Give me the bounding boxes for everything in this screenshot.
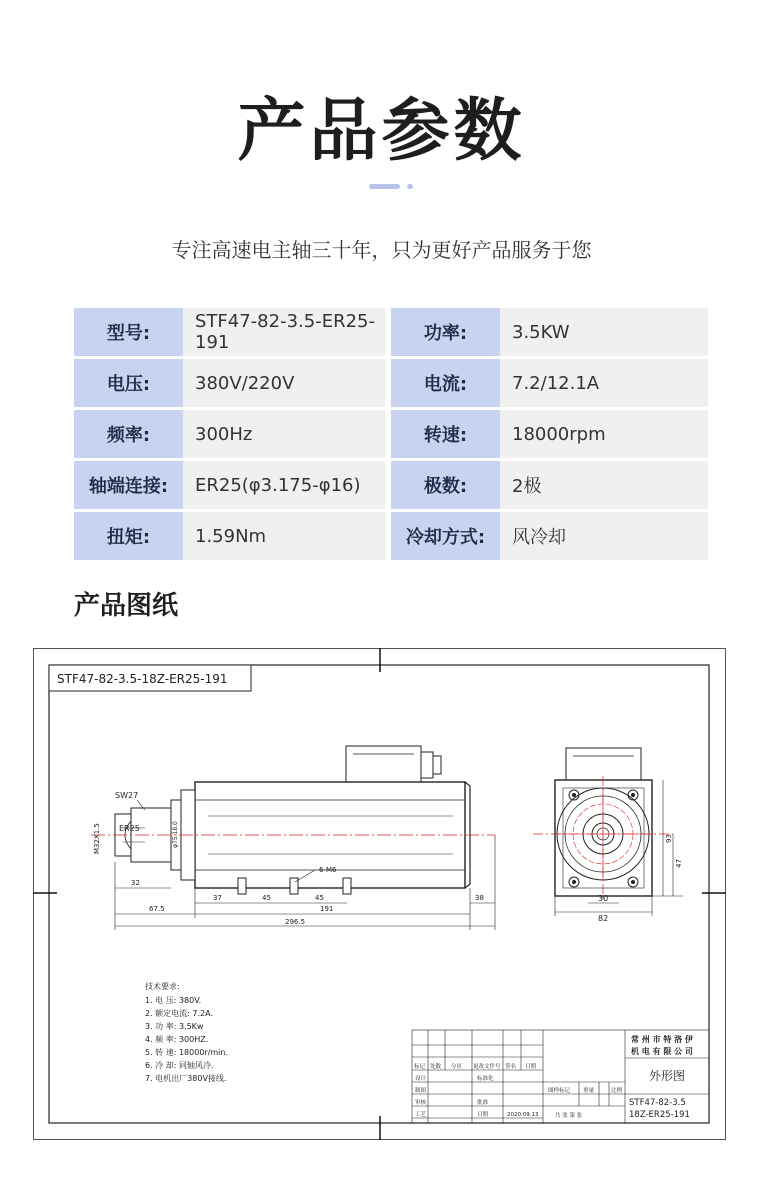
dim-47: 47 bbox=[675, 859, 683, 868]
dim-45a: 45 bbox=[262, 894, 271, 902]
junction-box bbox=[346, 746, 421, 782]
tb-r-std: 标准化 bbox=[477, 1076, 494, 1082]
tb-h-docno: 更改文件号 bbox=[473, 1064, 501, 1070]
notes-heading: 技术要求: bbox=[145, 982, 180, 991]
spec-label: 扭矩: bbox=[74, 512, 183, 560]
spec-label: 功率: bbox=[388, 308, 500, 356]
tb-weight: 重量 bbox=[583, 1088, 595, 1094]
tb-h-date: 日期 bbox=[525, 1064, 537, 1070]
spec-row bbox=[74, 512, 708, 560]
spec-table bbox=[74, 305, 708, 563]
notes-line-5: 5. 转 速: 18000r/min. bbox=[145, 1048, 229, 1057]
tb-stage: 图样标记 bbox=[548, 1088, 571, 1094]
technical-notes bbox=[145, 981, 228, 1083]
notes-line-7: 7. 电机出厂380V接线. bbox=[145, 1074, 227, 1083]
spec-label: 极数: bbox=[388, 461, 500, 509]
spec-value: ER25(φ3.175-φ16) bbox=[183, 461, 388, 509]
spec-row bbox=[74, 308, 708, 356]
tb-date: 2020.09.13 bbox=[507, 1112, 539, 1118]
tb-scale: 比例 bbox=[611, 1088, 623, 1094]
spec-value: 1.59Nm bbox=[183, 512, 388, 560]
tb-r-date-label: 日期 bbox=[477, 1112, 489, 1118]
spec-value: 380V/220V bbox=[183, 359, 388, 407]
notes-line-4: 4. 频 率: 300HZ. bbox=[145, 1035, 209, 1044]
technical-drawing bbox=[33, 648, 726, 1140]
spec-value: 风冷却 bbox=[500, 512, 708, 560]
title-decoration-dot bbox=[407, 184, 413, 189]
tb-h-mark: 标记 bbox=[414, 1064, 426, 1070]
spec-value: 3.5KW bbox=[500, 308, 708, 356]
tb-company-1: 常 州 市 特 洛 伊 bbox=[631, 1035, 693, 1044]
tb-sheets: 共 张 第 张 bbox=[555, 1113, 583, 1119]
spec-label: 频率: bbox=[74, 410, 183, 458]
tb-code-1: STF47-82-3.5 bbox=[629, 1098, 686, 1108]
tb-r-check: 审核 bbox=[415, 1100, 427, 1106]
dim-32: 32 bbox=[131, 879, 140, 887]
front-junction-box bbox=[566, 748, 641, 780]
dim-93: 93 bbox=[665, 834, 673, 843]
tb-code-2: 18Z-ER25-191 bbox=[629, 1110, 690, 1120]
dim-82: 82 bbox=[598, 914, 609, 923]
cable-gland bbox=[421, 752, 433, 778]
tb-r-draw: 制图 bbox=[415, 1088, 427, 1094]
spec-label: 转速: bbox=[388, 410, 500, 458]
spec-row bbox=[74, 410, 708, 458]
section-title-drawing: 产品图纸 bbox=[74, 591, 179, 621]
dim-37: 37 bbox=[213, 894, 222, 902]
spec-row bbox=[74, 359, 708, 407]
title-decoration-bar bbox=[369, 184, 400, 189]
tb-r-process: 工艺 bbox=[415, 1112, 427, 1118]
tb-drawing-name: 外形图 bbox=[649, 1069, 686, 1083]
spec-label: 冷却方式: bbox=[388, 512, 500, 560]
dim-67-5: 67.5 bbox=[149, 905, 165, 913]
spec-value: 300Hz bbox=[183, 410, 388, 458]
tb-h-sign: 签名 bbox=[505, 1064, 517, 1070]
side-view bbox=[91, 746, 495, 930]
dim-191: 191 bbox=[320, 905, 334, 913]
dim-30: 30 bbox=[598, 894, 609, 903]
spec-label: 型号: bbox=[74, 308, 183, 356]
spec-label: 电流: bbox=[388, 359, 500, 407]
tb-r-design: 设计 bbox=[415, 1076, 427, 1082]
page-subtitle: 专注高速电主轴三十年，只为更好产品服务于您 bbox=[171, 238, 592, 262]
spec-label: 电压: bbox=[74, 359, 183, 407]
notes-line-6: 6. 冷 却: 同轴风冷. bbox=[145, 1061, 214, 1070]
tb-r-approve: 批准 bbox=[477, 1100, 489, 1106]
spec-value: STF47-82-3.5-ER25-191 bbox=[183, 308, 388, 356]
tb-h-zone: 分区 bbox=[451, 1064, 463, 1070]
notes-line-3: 3. 功 率: 3.5Kw bbox=[145, 1022, 204, 1031]
spec-value: 7.2/12.1A bbox=[500, 359, 708, 407]
dim-296-5: 296.5 bbox=[285, 918, 306, 926]
tb-h-count: 处数 bbox=[430, 1064, 442, 1070]
notes-line-2: 2. 额定电流: 7.2A. bbox=[145, 1009, 214, 1018]
model-box-text: STF47-82-3.5-18Z-ER25-191 bbox=[57, 672, 228, 686]
label-holes: 6-M6 bbox=[319, 866, 337, 874]
spec-row bbox=[74, 461, 708, 509]
label-er: ER25 bbox=[119, 824, 140, 833]
dim-38: 38 bbox=[475, 894, 484, 902]
label-thread: M32X1.5 bbox=[93, 823, 101, 854]
label-dia: φ75.18.0 bbox=[172, 821, 179, 848]
spec-value: 18000rpm bbox=[500, 410, 708, 458]
notes-line-1: 1. 电 压: 380V. bbox=[145, 996, 202, 1005]
front-view bbox=[533, 748, 683, 923]
spec-value: 2极 bbox=[500, 461, 708, 509]
page-title: 产品参数 bbox=[237, 92, 526, 171]
label-sw: SW27 bbox=[115, 791, 139, 800]
tb-company-2: 机 电 有 限 公 司 bbox=[631, 1047, 693, 1056]
spec-label: 轴端连接: bbox=[74, 461, 183, 509]
dim-45b: 45 bbox=[315, 894, 324, 902]
